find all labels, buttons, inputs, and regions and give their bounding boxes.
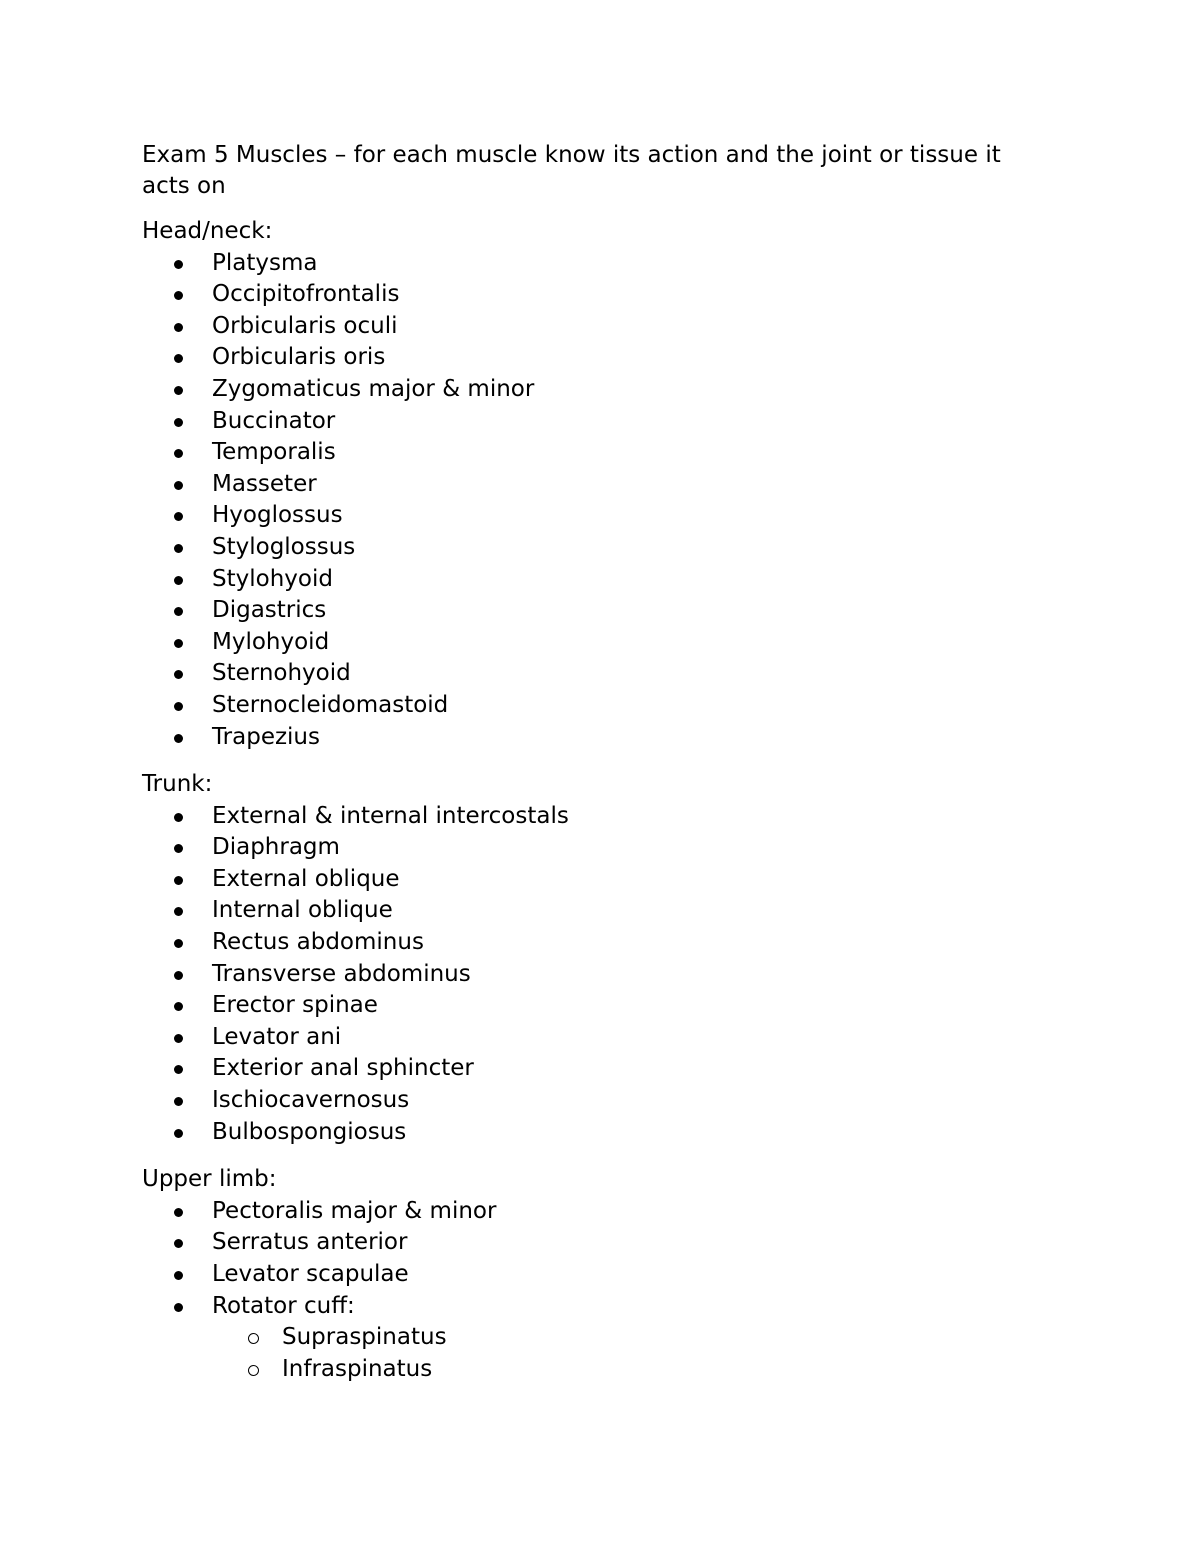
list-item bbox=[142, 627, 1042, 659]
list-item bbox=[142, 1053, 1042, 1085]
list-item bbox=[142, 311, 1042, 343]
list-item bbox=[142, 248, 1042, 280]
list-item bbox=[142, 895, 1042, 927]
list-item-label: Exterior anal sphincter bbox=[212, 1055, 474, 1082]
list-item-label: Serratus anterior bbox=[212, 1229, 408, 1256]
bullet-icon bbox=[174, 907, 183, 916]
list-item bbox=[142, 1085, 1042, 1117]
bullet-icon bbox=[174, 512, 183, 521]
list-item-label: Diaphragm bbox=[212, 834, 340, 861]
bullet-icon bbox=[174, 670, 183, 679]
bullet-icon bbox=[174, 449, 183, 458]
bullet-icon bbox=[174, 386, 183, 395]
bullet-icon bbox=[174, 1239, 183, 1248]
list-item-label: Mylohyoid bbox=[212, 628, 330, 655]
list-item bbox=[142, 959, 1042, 991]
list-item-row bbox=[212, 1291, 1042, 1323]
list-item bbox=[142, 722, 1042, 754]
bullet-icon bbox=[174, 813, 183, 822]
list-item-rotator-cuff bbox=[142, 1291, 1042, 1323]
list-item-label: Sternocleidomastoid bbox=[212, 691, 449, 718]
list-item bbox=[142, 1227, 1042, 1259]
bullet-list bbox=[142, 248, 1042, 754]
list-item-label: Transverse abdominus bbox=[212, 960, 471, 987]
list-item-label: Zygomaticus major & minor bbox=[212, 375, 535, 402]
hollow-bullet-icon bbox=[248, 1333, 259, 1344]
bullet-list bbox=[142, 801, 1042, 1149]
sub-list-item-label: Supraspinatus bbox=[282, 1324, 447, 1351]
section-trunk bbox=[142, 769, 1042, 1148]
section-head-neck bbox=[142, 216, 1042, 753]
bullet-icon bbox=[174, 1065, 183, 1074]
bullet-icon bbox=[174, 576, 183, 585]
bullet-icon bbox=[174, 939, 183, 948]
bullet-icon bbox=[174, 1034, 183, 1043]
document-body bbox=[142, 140, 1042, 1401]
bullet-icon bbox=[174, 1129, 183, 1138]
bullet-icon bbox=[174, 1271, 183, 1280]
list-item-label: Sternohyoid bbox=[212, 660, 351, 687]
list-item-label: Internal oblique bbox=[212, 897, 393, 924]
list-item bbox=[142, 437, 1042, 469]
list-item-label: Hyoglossus bbox=[212, 502, 343, 529]
list-item bbox=[142, 990, 1042, 1022]
bullet-icon bbox=[174, 1002, 183, 1011]
list-item-label: Digastrics bbox=[212, 597, 327, 624]
list-item bbox=[142, 595, 1042, 627]
list-item-label: External & internal intercostals bbox=[212, 802, 569, 829]
list-item bbox=[142, 564, 1042, 596]
bullet-icon bbox=[174, 481, 183, 490]
list-item-label: Buccinator bbox=[212, 407, 336, 434]
sub-list-item-label: Infraspinatus bbox=[282, 1355, 433, 1382]
sub-list-item bbox=[142, 1322, 1042, 1354]
list-item bbox=[142, 469, 1042, 501]
list-item bbox=[142, 864, 1042, 896]
list-item-label: Orbicularis oculi bbox=[212, 312, 398, 339]
list-item-label: Levator scapulae bbox=[212, 1261, 409, 1287]
bullet-icon bbox=[174, 639, 183, 648]
bullet-list bbox=[142, 1196, 1042, 1322]
list-item-label: Rectus abdominus bbox=[212, 929, 424, 956]
sub-bullet-list bbox=[142, 1322, 1042, 1385]
list-item-label: Pectoralis major & minor bbox=[212, 1197, 497, 1224]
bullet-icon bbox=[174, 323, 183, 332]
bullet-icon bbox=[174, 844, 183, 853]
list-item bbox=[142, 279, 1042, 311]
list-item bbox=[142, 832, 1042, 864]
list-item-label: Masseter bbox=[212, 470, 317, 497]
list-item-label: Orbicularis oris bbox=[212, 344, 386, 371]
list-item bbox=[142, 532, 1042, 564]
list-item-label: Platysma bbox=[212, 249, 318, 276]
list-item-label: Ischiocavernosus bbox=[212, 1087, 410, 1114]
list-item bbox=[142, 1259, 1042, 1291]
list-item-label: Bulbospongiosus bbox=[212, 1118, 407, 1145]
list-item bbox=[142, 927, 1042, 959]
bullet-icon bbox=[174, 702, 183, 711]
section-upper-limb bbox=[142, 1164, 1042, 1385]
section-heading: Trunk: bbox=[142, 771, 213, 798]
list-item-label: Erector spinae bbox=[212, 992, 378, 1019]
section-heading: Head/neck: bbox=[142, 218, 273, 244]
list-item bbox=[142, 342, 1042, 374]
bullet-icon bbox=[174, 418, 183, 427]
bullet-icon bbox=[174, 354, 183, 363]
list-item bbox=[142, 1196, 1042, 1228]
list-item bbox=[142, 801, 1042, 833]
bullet-icon bbox=[174, 734, 183, 743]
list-item bbox=[142, 406, 1042, 438]
section-heading: Upper limb: bbox=[142, 1166, 277, 1193]
document-title: Exam 5 Muscles – for each muscle know its action and the joint or tissue it acts on bbox=[142, 142, 1001, 199]
bullet-icon bbox=[174, 607, 183, 616]
list-item bbox=[142, 1022, 1042, 1054]
list-item-label: Temporalis bbox=[212, 439, 336, 466]
list-item bbox=[142, 500, 1042, 532]
list-item-label: Stylohyoid bbox=[212, 565, 333, 592]
bullet-icon bbox=[174, 1097, 183, 1106]
hollow-bullet-icon bbox=[248, 1365, 259, 1376]
list-item bbox=[142, 374, 1042, 406]
list-item-label: Occipitofrontalis bbox=[212, 281, 400, 308]
bullet-icon bbox=[174, 544, 183, 553]
bullet-icon bbox=[174, 260, 183, 269]
bullet-icon bbox=[174, 876, 183, 885]
sub-list-item bbox=[142, 1354, 1042, 1386]
list-item-label: External oblique bbox=[212, 865, 400, 892]
list-item-label: Levator ani bbox=[212, 1023, 342, 1050]
list-item-label: Trapezius bbox=[212, 723, 320, 750]
list-item bbox=[142, 1117, 1042, 1149]
list-item-label: Styloglossus bbox=[212, 533, 356, 560]
list-item bbox=[142, 690, 1042, 722]
list-item bbox=[142, 658, 1042, 690]
bullet-icon bbox=[174, 1303, 183, 1312]
bullet-icon bbox=[174, 1208, 183, 1217]
list-item-label: Rotator cuff: bbox=[212, 1292, 355, 1319]
bullet-icon bbox=[174, 291, 183, 300]
bullet-icon bbox=[174, 971, 183, 980]
